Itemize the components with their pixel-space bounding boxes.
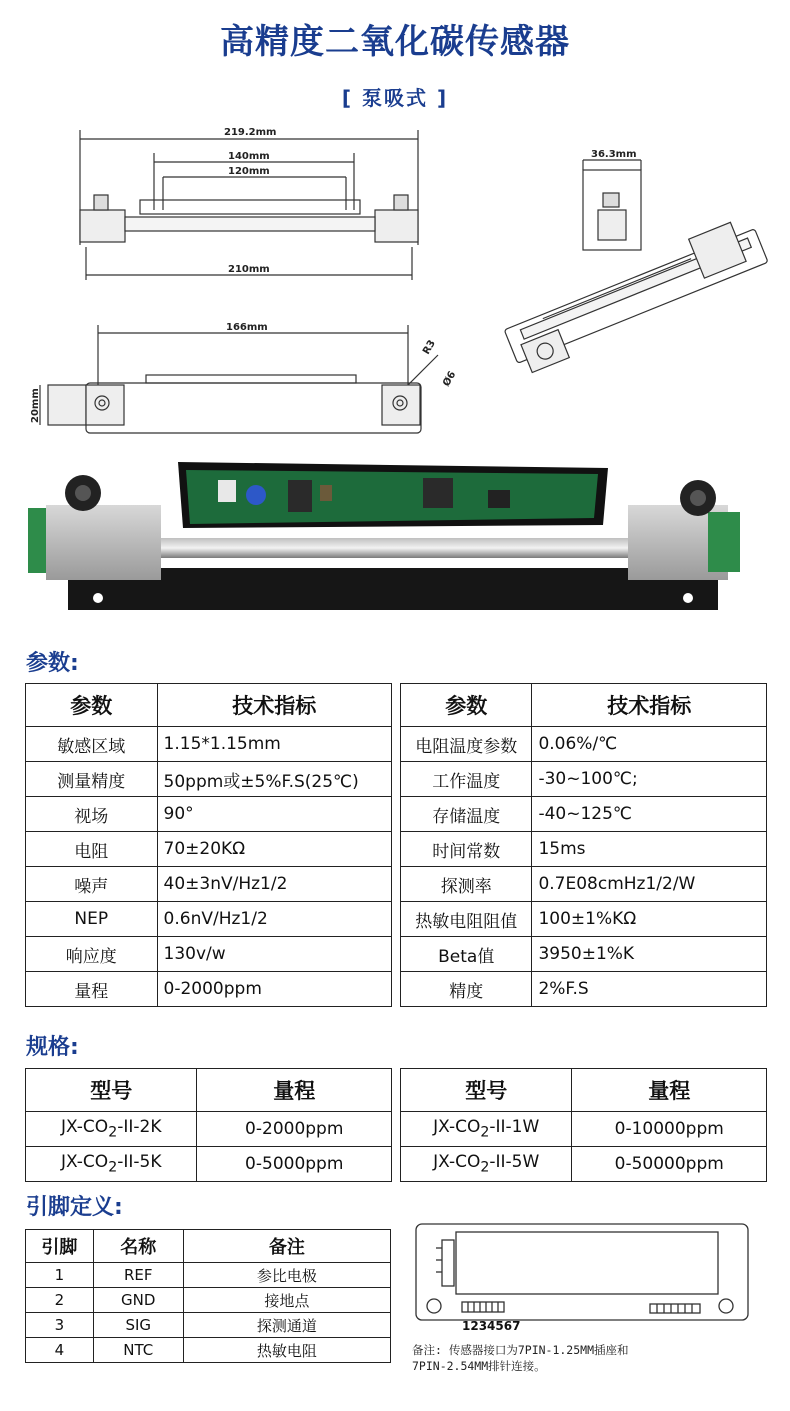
table-row: 2 GND 接地点 [26,1288,391,1313]
table-row [26,1147,392,1182]
connector-note: 备注: 传感器接口为7PIN-1.25MM插座和 7PIN-2.54MM排针连接。 [412,1343,629,1373]
table-header-row [401,684,767,727]
page-title: 高精度二氧化碳传感器 [220,22,570,62]
table-header-row [26,1230,391,1263]
dim-length: 219.2mm [224,127,277,138]
table-row: 响应度 130v/w [26,937,392,972]
svg-text:140mm: 140mm [228,151,270,162]
specs-table-right [400,1068,767,1182]
product-photo [28,450,768,620]
column-header: 型号 [401,1069,572,1112]
table-row: 存储温度 -40~125℃ [401,797,767,832]
svg-text:120mm: 120mm [228,166,270,177]
page-subtitle: [ 泵吸式 ] [341,86,449,110]
table-row: 敏感区域 1.15*1.15mm [26,727,392,762]
svg-text:36.3mm: 36.3mm [591,149,637,160]
table-row: 量程 0-2000ppm [26,972,392,1007]
table-row: 精度 2%F.S [401,972,767,1007]
technical-drawing [28,115,768,445]
table-header-row [26,684,392,727]
table-header-row [26,1069,392,1112]
table-row: 时间常数 15ms [401,832,767,867]
column-header: 技术指标 [532,684,767,727]
pins-table [25,1229,391,1363]
table-header-row [401,1069,767,1112]
table-row: 热敏电阻阻值 100±1%KΩ [401,902,767,937]
svg-text:Ø6: Ø6 [441,369,459,389]
range-cell: 0-5000ppm [197,1147,392,1182]
table-row: 4 NTC 热敏电阻 [26,1338,391,1363]
table-row: 电阻 70±20KΩ [26,832,392,867]
model-cell: $JX-CO_2-II-5K$ [26,1147,197,1182]
table-row [401,1112,767,1147]
specs-heading: 规格: [26,1035,79,1060]
pcb-outline-drawing [414,1222,750,1322]
column-header: 参数 [401,684,532,727]
table-row: 3 SIG 探测通道 [26,1313,391,1338]
model-cell: $JX-CO_2-II-1W$ [401,1112,572,1147]
table-row: 探测率 0.7E08cmHz1/2/W [401,867,767,902]
model-cell: $JX-CO_2-II-5W$ [401,1147,572,1182]
column-header: 参数 [26,684,158,727]
params-heading: 参数: [26,651,79,676]
table-row: Beta值 3950±1%K [401,937,767,972]
range-cell: 0-2000ppm [197,1112,392,1147]
table-row: 测量精度 50ppm或±5%F.S(25℃) [26,762,392,797]
connector-pin-label: 1234567 [462,1319,521,1333]
column-header: 量程 [572,1069,767,1112]
range-cell: 0-50000ppm [572,1147,767,1182]
column-header: 技术指标 [157,684,391,727]
column-header: 备注 [183,1230,390,1263]
range-cell: 0-10000ppm [572,1112,767,1147]
svg-text:166mm: 166mm [226,322,268,333]
table-row: 工作温度 -30~100℃; [401,762,767,797]
svg-text:R3: R3 [421,338,438,357]
pins-heading: 引脚定义: [26,1195,123,1220]
column-header: 型号 [26,1069,197,1112]
table-row [26,1112,392,1147]
column-header: 量程 [197,1069,392,1112]
model-cell: $JX-CO_2-II-2K$ [26,1112,197,1147]
table-row: NEP 0.6nV/Hz1/2 [26,902,392,937]
table-row: 噪声 40±3nV/Hz1/2 [26,867,392,902]
svg-text:210mm: 210mm [228,264,270,275]
column-header: 引脚 [26,1230,94,1263]
table-row [401,1147,767,1182]
table-row: 电阻温度参数 0.06%/℃ [401,727,767,762]
column-header: 名称 [93,1230,183,1263]
table-row: 视场 90° [26,797,392,832]
params-table-right [400,683,767,1007]
svg-text:20mm: 20mm [30,388,41,423]
specs-table-left [25,1068,392,1182]
table-row: 1 REF 参比电极 [26,1263,391,1288]
params-table-left [25,683,392,1007]
